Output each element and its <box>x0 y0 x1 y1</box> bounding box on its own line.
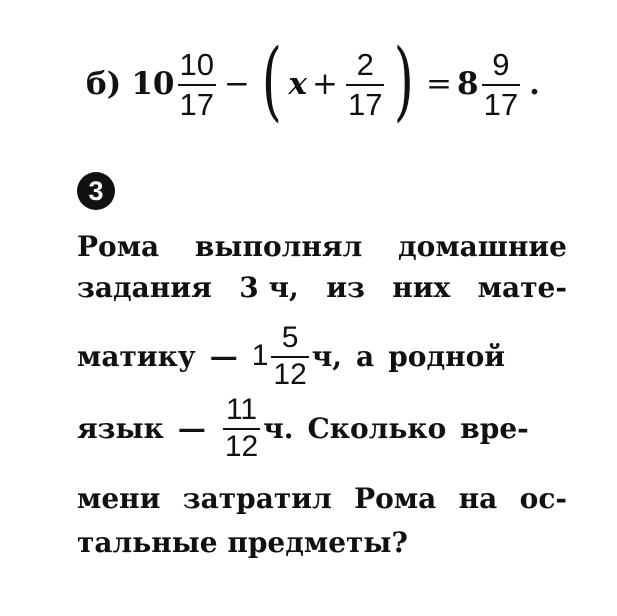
word: выполнял <box>194 229 363 263</box>
fraction-bar <box>346 84 384 86</box>
word: них <box>392 270 451 304</box>
equals-sign: = <box>426 66 453 102</box>
task-text-line-2 <box>77 267 567 307</box>
right-denominator: 17 <box>483 86 519 122</box>
word: Сколько <box>307 411 447 445</box>
word: ч, <box>311 339 343 373</box>
fraction-numerator: 5 <box>281 320 299 354</box>
fraction-bar <box>482 84 520 86</box>
task-number-badge: 3 <box>77 172 115 210</box>
open-parenthesis: ( <box>261 31 282 131</box>
word: мени <box>77 481 161 515</box>
word: а <box>356 339 375 373</box>
word: Рома <box>354 481 437 515</box>
fraction-numerator: 11 <box>225 392 258 426</box>
equation-end-period: . <box>529 66 540 102</box>
variable-x: x <box>288 66 308 102</box>
mixed-whole: 1 <box>251 339 269 372</box>
equation-label: б) <box>86 66 122 102</box>
inner-numerator: 2 <box>356 46 374 82</box>
left-whole: 10 <box>131 66 175 102</box>
word: — <box>209 339 238 373</box>
task-text-last-line: тальные предметы? <box>77 525 408 559</box>
fraction-bar <box>178 84 216 86</box>
word: язык <box>77 411 164 445</box>
task-text-line-1 <box>77 226 567 266</box>
task-text-line-3 <box>77 316 567 396</box>
minus-sign: − <box>223 66 250 102</box>
word: родной <box>388 339 506 373</box>
fraction-denominator: 12 <box>273 357 307 391</box>
task-text-line-4 <box>77 388 567 468</box>
inner-denominator: 17 <box>348 86 383 122</box>
word: затратил <box>182 481 332 515</box>
word: ос- <box>519 481 567 515</box>
task-text-line-6 <box>77 522 567 562</box>
left-numerator: 10 <box>179 46 214 82</box>
left-fraction <box>178 46 216 122</box>
word: мате- <box>477 270 567 304</box>
word: домашние <box>398 229 567 263</box>
right-numerator: 9 <box>492 46 510 82</box>
word: задания <box>77 270 212 304</box>
word: ч. <box>263 411 294 445</box>
equation-b <box>86 31 540 132</box>
math-fraction <box>271 320 308 391</box>
math-fraction <box>223 392 260 463</box>
fraction-denominator: 12 <box>224 429 259 463</box>
word: — <box>177 411 206 445</box>
word: на <box>458 481 498 515</box>
word: матику <box>77 339 196 373</box>
word: из <box>326 270 365 304</box>
left-denominator: 17 <box>179 86 214 122</box>
word: вре- <box>460 411 529 445</box>
task-text-line-5 <box>77 478 567 518</box>
close-parenthesis: ) <box>394 31 415 131</box>
word: Рома <box>77 229 160 263</box>
inner-fraction <box>346 46 384 122</box>
plus-sign: + <box>312 66 338 102</box>
right-whole: 8 <box>457 66 479 102</box>
word: 3 ч, <box>239 270 299 304</box>
right-fraction <box>482 46 520 122</box>
